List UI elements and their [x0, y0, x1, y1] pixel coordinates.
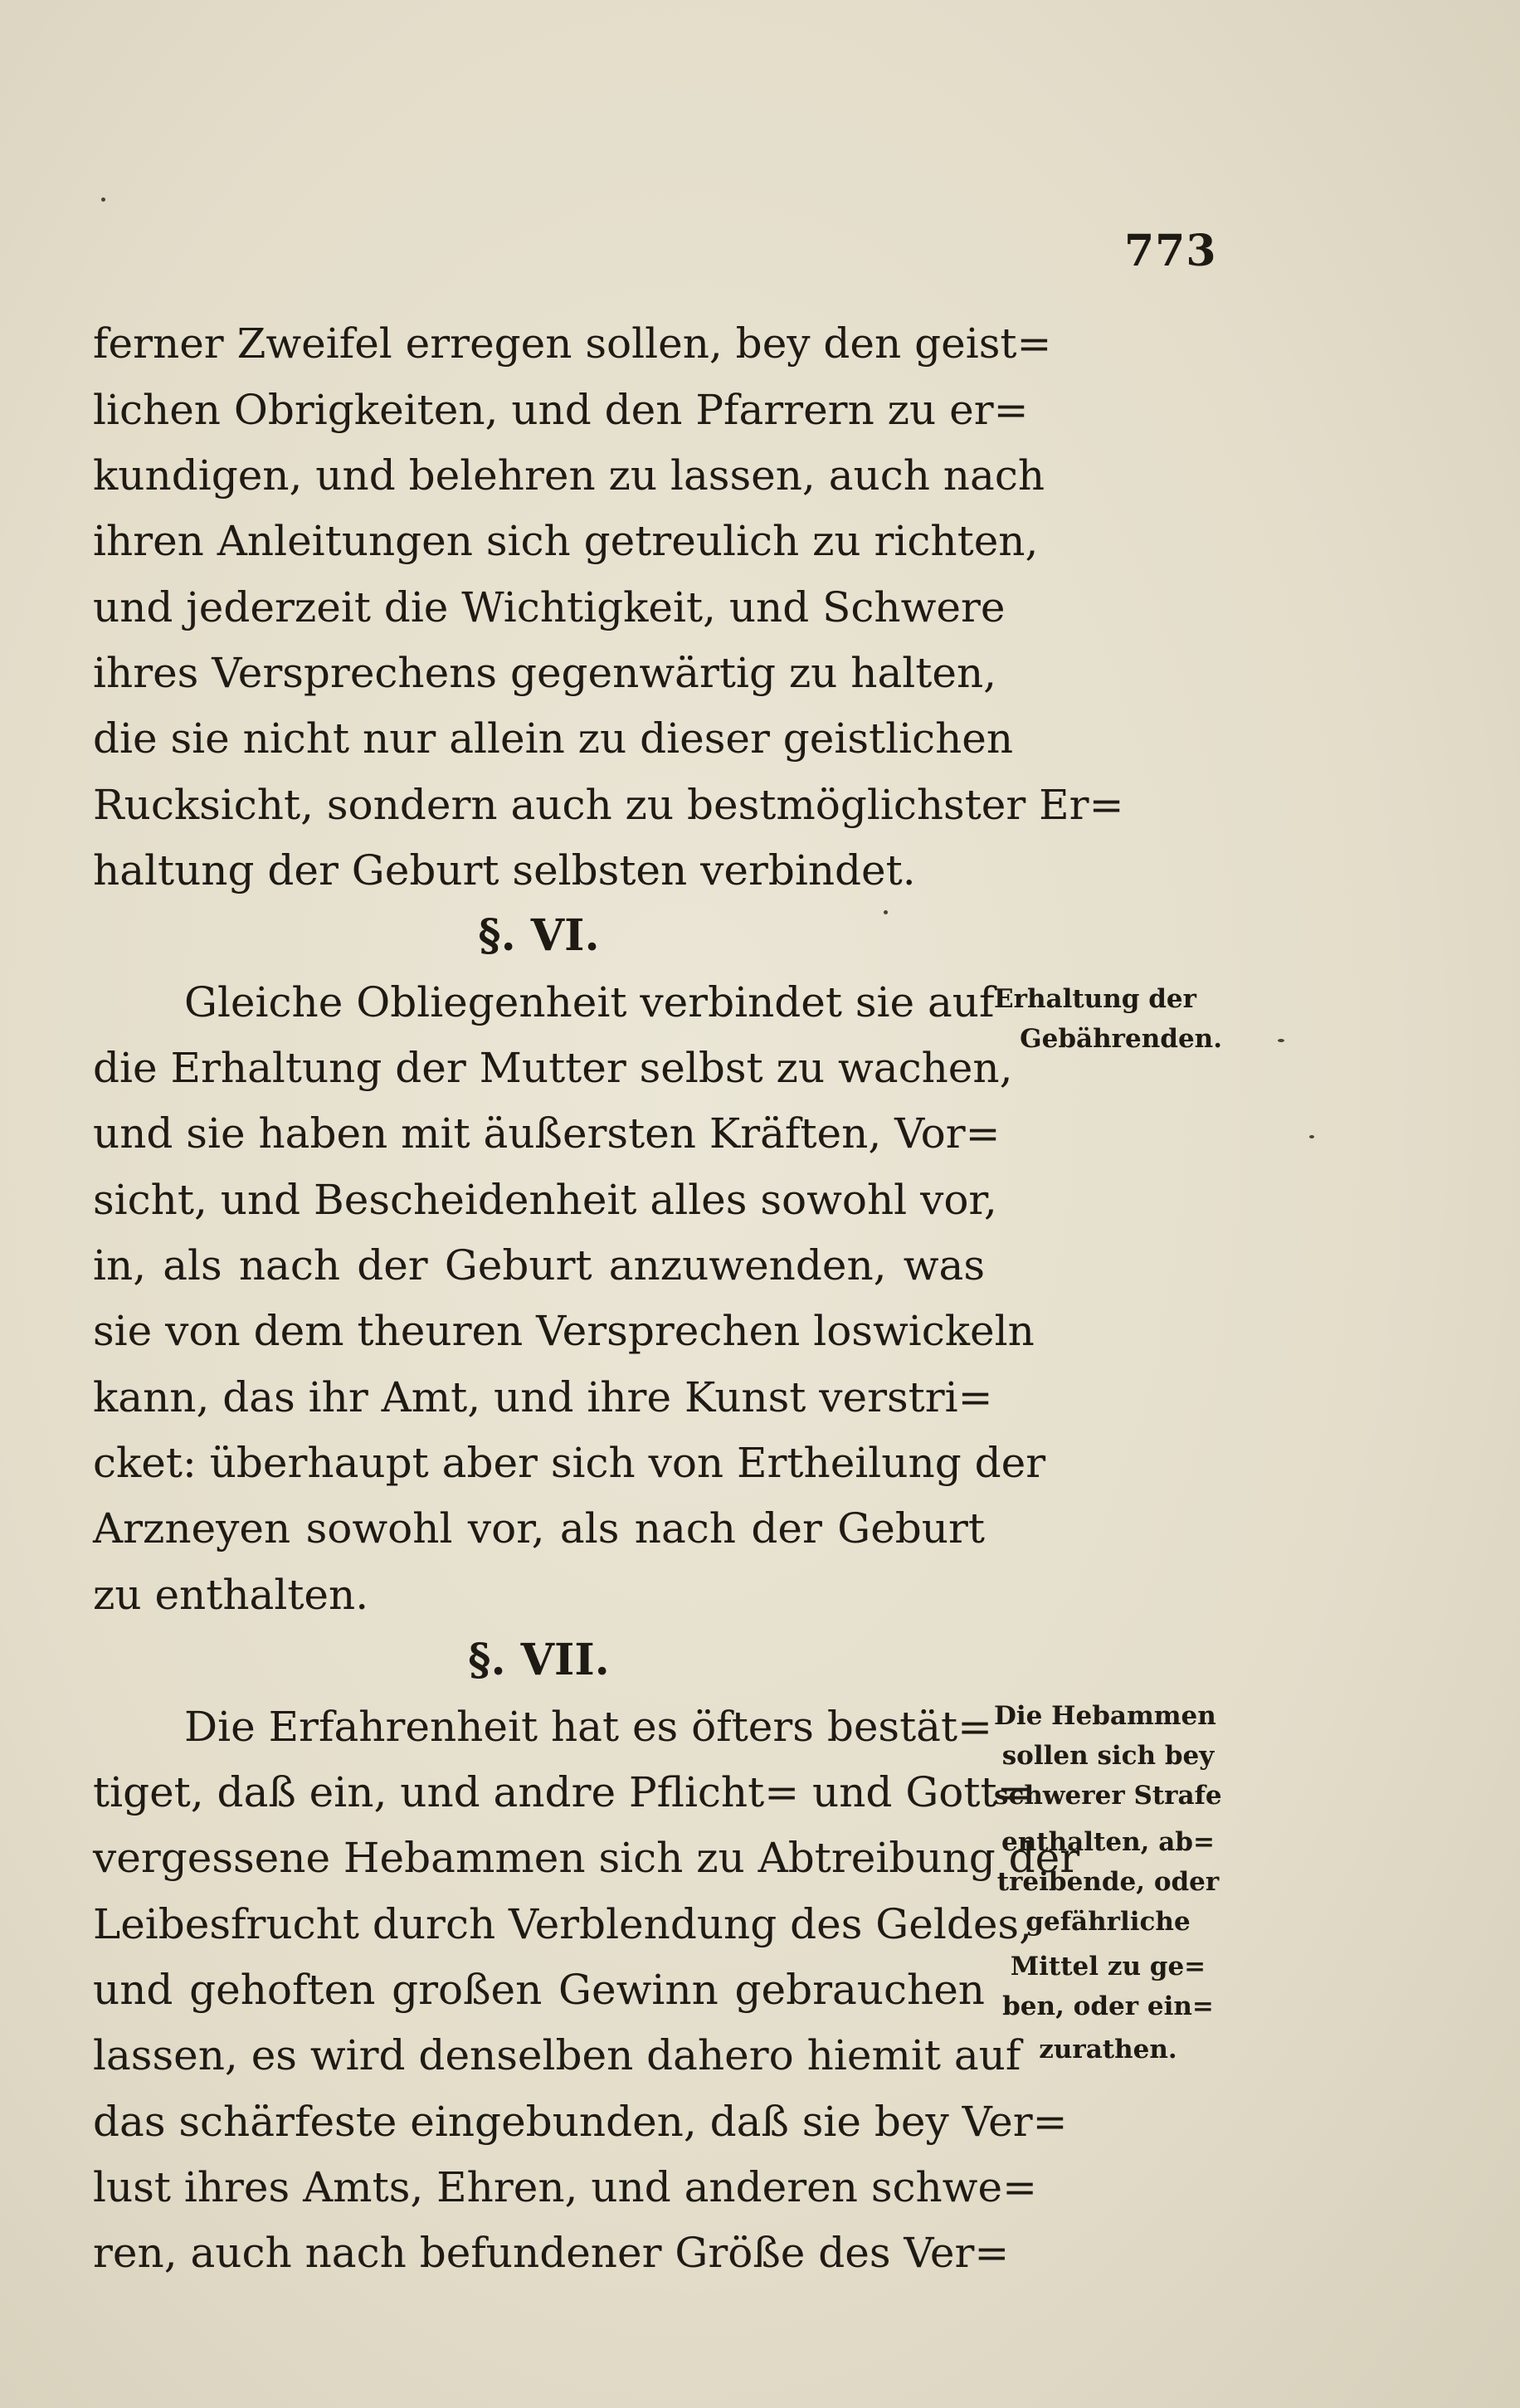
text-line: lichen Obrigkeiten, und den Pfarrern zu er=	[93, 386, 1029, 434]
text-line: und sie haben mit äußersten Kräften, Vor=	[93, 1109, 1001, 1158]
paper-speck	[101, 197, 105, 202]
note-line: gefährliche	[1026, 1907, 1191, 1937]
paper-speck	[1278, 1039, 1284, 1042]
text-line: ihren Anleitungen sich getreulich zu richten,	[93, 517, 1039, 565]
text-line: sicht, und Bescheidenheit alles sowohl vor,	[93, 1176, 997, 1224]
paper-speck	[1309, 1135, 1314, 1138]
text-line: lassen, es wird denselben dahero hiemit auf	[93, 2031, 1021, 2079]
section-heading-vi: §. VI.	[478, 910, 600, 961]
text-line: lust ihres Amts, Ehren, und anderen schwe=	[93, 2163, 1037, 2211]
text-line: und jederzeit die Wichtigkeit, und Schwere	[93, 583, 1006, 631]
paper-speck	[884, 910, 888, 914]
note-line: schwerer Strafe	[994, 1781, 1222, 1811]
text-line: in, als nach der Geburt anzuwenden, was	[93, 1241, 985, 1289]
section-heading-vii: §. VII.	[468, 1635, 610, 1685]
text-line: haltung der Geburt selbsten verbindet.	[93, 846, 916, 894]
note-line: enthalten, ab=	[1001, 1827, 1215, 1857]
text-line: Rucksicht, sondern auch zu bestmöglichster Er=	[93, 781, 1124, 829]
note-line: treibende, oder	[996, 1867, 1220, 1897]
note-line: ben, oder ein=	[1002, 1991, 1214, 2021]
text-line: Leibesfrucht durch Verblendung des Geldes,	[93, 1900, 1032, 1948]
note-line: zurathen.	[1039, 2035, 1177, 2064]
note-line: Gebährenden.	[1020, 1024, 1222, 1054]
note-line: Die Hebammen	[994, 1701, 1216, 1731]
text-line: zu enthalten.	[93, 1571, 369, 1619]
text-line: und gehoften großen Gewinn gebrauchen	[93, 1966, 985, 2014]
text-line: das schärfeste eingebunden, daß sie bey Ver=	[93, 2098, 1068, 2146]
text-line: ren, auch nach befundener Größe des Ver=	[93, 2229, 1010, 2277]
text-line: die Erhaltung der Mutter selbst zu wachen,	[93, 1044, 1013, 1092]
text-line: ihres Versprechens gegenwärtig zu halten,	[93, 649, 997, 697]
note-line: sollen sich bey	[1001, 1741, 1215, 1771]
text-line: tiget, daß ein, und andre Pflicht= und Gott=	[93, 1768, 1032, 1816]
text-line: Arzneyen sowohl vor, als nach der Geburt	[93, 1504, 985, 1553]
note-line: Mittel zu ge=	[1010, 1952, 1206, 1981]
text-line: ferner Zweifel erregen sollen, bey den geist=	[93, 319, 1052, 368]
text-line: sie von dem theuren Versprechen loswickeln	[93, 1307, 1035, 1355]
text-line: Gleiche Obliegenheit verbindet sie auf	[184, 978, 995, 1026]
text-line: vergessene Hebammen sich zu Abtreibung der	[93, 1834, 1080, 1882]
note-line: Erhaltung der	[994, 984, 1196, 1014]
page-number: 773	[1124, 226, 1217, 276]
text-line: Die Erfahrenheit hat es öfters bestät=	[184, 1703, 992, 1751]
text-line: cket: überhaupt aber sich von Ertheilung der	[93, 1439, 1046, 1487]
text-line: die sie nicht nur allein zu dieser geistlichen	[93, 714, 1014, 763]
text-line: kundigen, und belehren zu lassen, auch nach	[93, 451, 1045, 500]
text-line: kann, das ihr Amt, und ihre Kunst verstri=	[93, 1373, 993, 1421]
